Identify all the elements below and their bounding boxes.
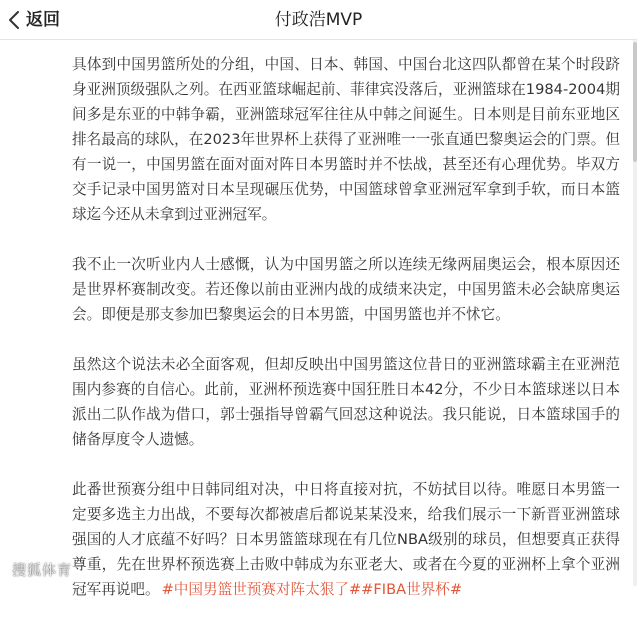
article-paragraph-1: 具体到中国男篮所处的分组，中国、日本、韩国、中国台北这四队都曾在某个时段跻身亚洲顶级强队之列。在西亚篮球崛起前、菲律宾没落后，亚洲篮球在1984-2004期间多是东亚的中韩争霸，亚洲篮球冠军往往从中韩之间诞生。日本则是目前东亚地区排名最高的球队，在2023年世界杯上获得了亚洲唯一一张直通巴黎奥运会的门票。但有一说一，中国男篮在面对面对阵日本男篮时并不怯战，甚至还有心理优势。毕双方交手记录中国男篮对日本呈现碾压优势，中国篮球曾拿亚洲冠军拿到手软，而日本篮球迄今还从未拿到过亚洲冠军。: [72, 56, 620, 223]
scrollbar[interactable]: [633, 40, 637, 586]
source-watermark: 搜狐体育: [12, 563, 72, 579]
scrollbar-thumb[interactable]: [633, 42, 637, 162]
article-paragraph-4-text: 此番世预赛分组中日韩同组对决，中日将直接对抗，不妨拭目以待。唯愿日本男篮一定要多选主力出战，不要每次都被虐后都说某某没来，给我们展示一下新晋亚洲篮球强国的人才底蕴不好吗？日本男篮篮球现在有几位NBA级别的球员，但想要真正获得尊重，先在世界杯预选赛上击败中韩成为东亚老大、或者在今夏的亚洲杯上拿个亚洲冠军再说吧。: [72, 481, 620, 598]
article-body: [72, 52, 620, 627]
article-paragraph-2: 我不止一次听业内人士感慨，认为中国男篮之所以连续无缘两届奥运会，根本原因还是世界杯赛制改变。若还像以前由亚洲内战的成绩来决定，中国男篮未必会缺席奥运会。即便是那支参加巴黎奥运会的日本男篮，中国男篮也并不怵它。: [72, 256, 620, 323]
top-navigation-bar: [0, 0, 637, 40]
page-title: 付政浩MVP: [274, 10, 363, 30]
article-paragraph-3: 虽然这个说法未必全面客观，但却反映出中国男篮这位昔日的亚洲篮球霸主在亚洲范围内参赛的自信心。此前，亚洲杯预选赛中国狂胜日本42分，不少日本篮球迷以日本派出二队作战为借口，郭士强指导曾霸气回怼这种说法。我只能说，日本篮球国手的储备厚度令人遗憾。: [72, 356, 620, 448]
hashtag-links[interactable]: #中国男篮世预赛对阵太狠了##FIBA世界杯#: [161, 581, 463, 598]
back-label: 返回: [26, 10, 60, 30]
article-paragraph-4: [72, 477, 620, 602]
